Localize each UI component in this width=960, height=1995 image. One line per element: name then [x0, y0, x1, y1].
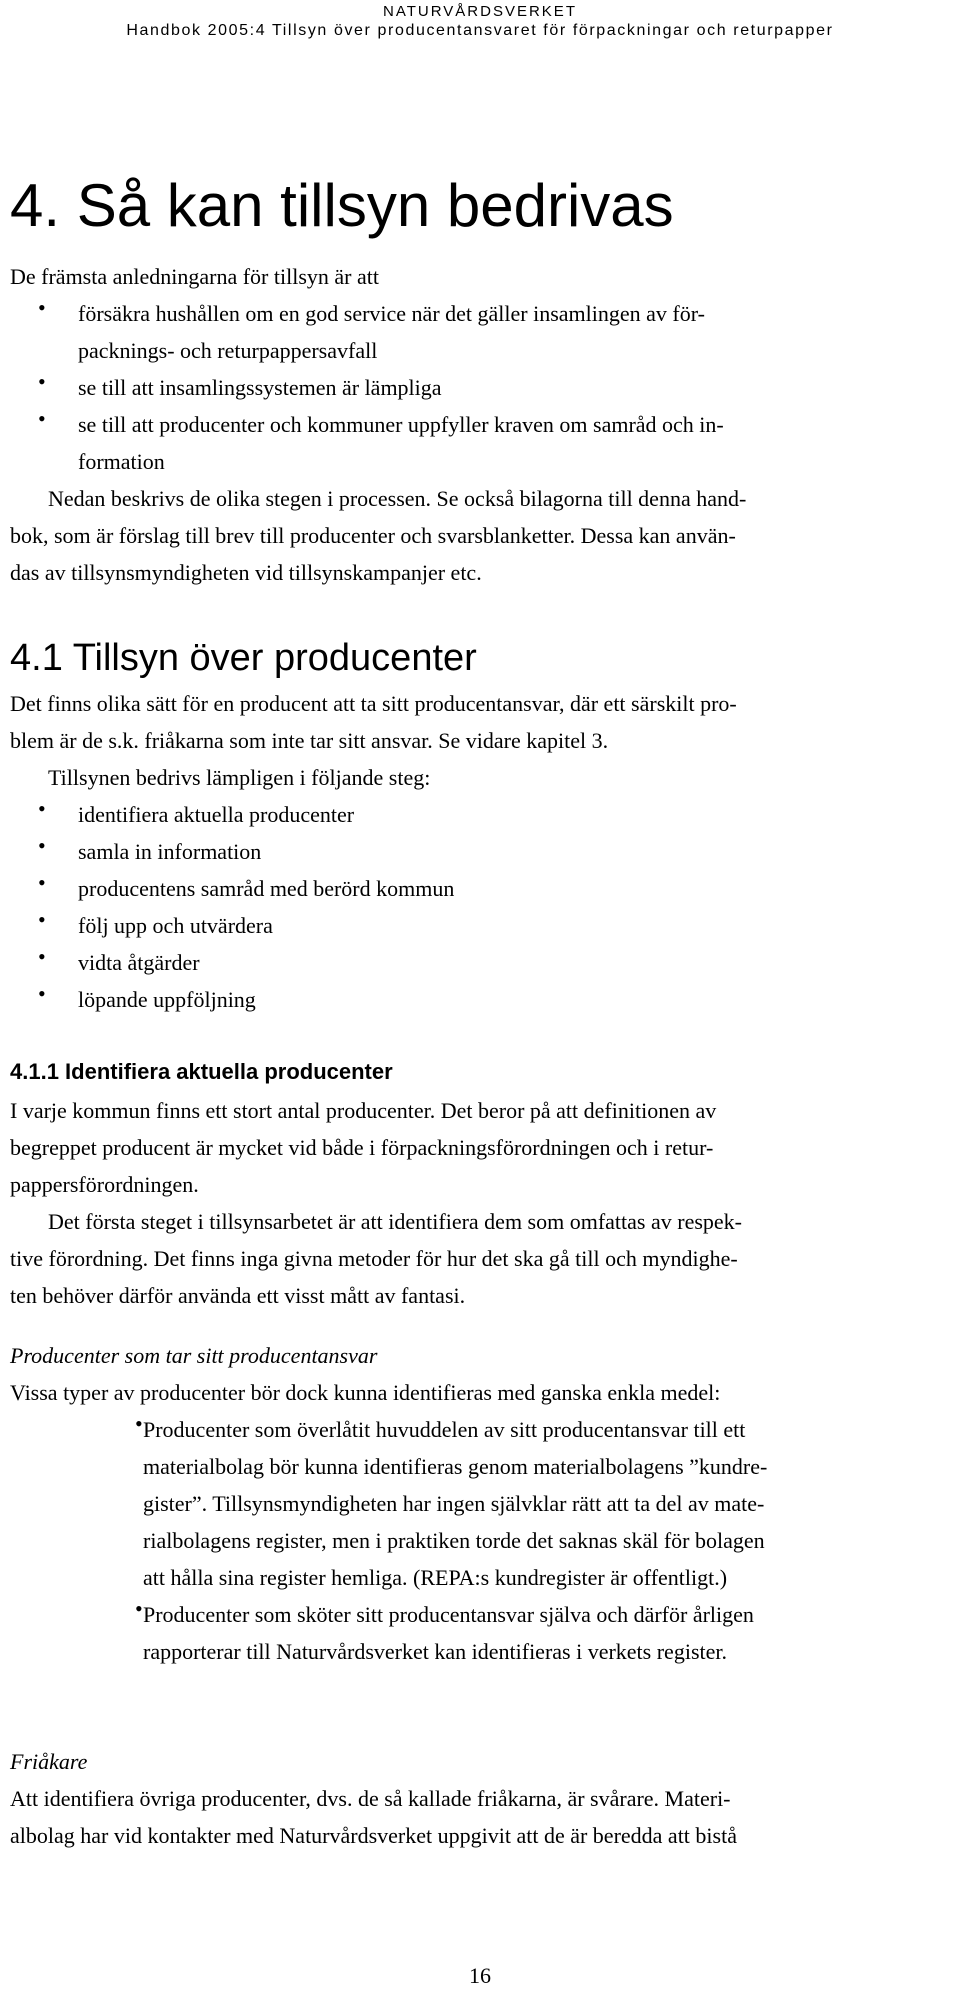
list-item: [10, 981, 386, 1018]
reasons-list: [10, 295, 724, 480]
bullet-icon: •: [135, 1411, 143, 1436]
paragraph-line: ten behöver därför använda ett visst mått av fantasi.: [10, 1283, 466, 1308]
bullet-icon: •: [38, 833, 46, 858]
paragraph-line: das av tillsynsmyndigheten vid tillsynskampanjer etc.: [10, 560, 482, 585]
paragraph-line: Nedan beskrivs de olika stegen i processen. Se också bilagorna till denna hand-: [48, 486, 747, 511]
list-item: [10, 907, 386, 944]
paragraph-line: albolag har vid kontakter med Naturvårdsverket uppgivit att de är beredda att bistå: [10, 1823, 737, 1848]
list-item-label: vidta åtgärder: [78, 950, 200, 975]
list-item-line: se till att insamlingssystemen är lämpliga: [78, 375, 442, 400]
producer-list: [10, 1411, 768, 1670]
list-item-line: försäkra hushållen om en god service när det gäller insamlingen av för-: [78, 301, 705, 326]
steps-list: [10, 796, 455, 1018]
list-item-line: rialbolagens register, men i praktiken torde det saknas skäl för bolagen: [143, 1528, 765, 1553]
bullet-icon: •: [38, 981, 46, 1006]
paragraph-line: blem är de s.k. friåkarna som inte tar sitt ansvar. Se vidare kapitel 3.: [10, 728, 609, 753]
list-item-label: samla in information: [78, 839, 262, 864]
paragraph-line: pappersförordningen.: [10, 1172, 199, 1197]
producer-intro: Vissa typer av producenter bör dock kunna identifieras med ganska enkla medel:: [10, 1380, 721, 1405]
section-title: 4.1 Tillsyn över producenter: [10, 637, 477, 679]
list-item-line: Producenter som överlåtit huvuddelen av sitt producentansvar till ett: [143, 1417, 746, 1442]
list-item-line: se till att producenter och kommuner uppfyller kraven om samråd och in-: [78, 412, 724, 437]
bullet-icon: •: [38, 796, 46, 821]
bullet-icon: •: [38, 870, 46, 895]
bullet-icon: •: [38, 944, 46, 969]
list-item-label: löpande uppföljning: [78, 987, 256, 1012]
paragraph-line: bok, som är förslag till brev till producenter och svarsblanketter. Dessa kan använ-: [10, 523, 736, 548]
steps-intro: Tillsynen bedrivs lämpligen i följande steg:: [48, 765, 431, 790]
bullet-icon: •: [38, 369, 46, 394]
header-subtitle: Handbok 2005:4 Tillsyn över producentansvaret för förpackningar och returpapper: [126, 22, 834, 39]
list-item: [10, 1411, 768, 1596]
list-item: [10, 295, 705, 369]
bullet-icon: •: [38, 406, 46, 431]
list-item: [10, 406, 724, 480]
list-item-label: följ upp och utvärdera: [78, 913, 273, 938]
paragraph-line: Att identifiera övriga producenter, dvs. de så kallade friåkarna, är svårare. Materi-: [10, 1786, 731, 1811]
list-item-line: packnings- och returpappersavfall: [78, 338, 378, 363]
running-header: [0, 0, 960, 41]
list-item: [10, 870, 455, 907]
list-item-line: formation: [78, 449, 165, 474]
bullet-icon: •: [38, 907, 46, 932]
list-item: [10, 796, 386, 833]
friakare-heading: Friåkare: [10, 1749, 88, 1774]
subsection-title: 4.1.1 Identifiera aktuella producenter: [10, 1059, 393, 1084]
intro-text: De främsta anledningarna för tillsyn är att: [10, 264, 379, 289]
paragraph-line: begreppet producent är mycket vid både i förpackningsförordningen och i retur-: [10, 1135, 714, 1160]
list-item: [10, 369, 656, 406]
bullet-icon: •: [135, 1596, 143, 1621]
list-item: [10, 833, 386, 870]
list-item-label: identifiera aktuella producenter: [78, 802, 355, 827]
header-org: NATURVÅRDSVERKET: [383, 3, 577, 20]
list-item-line: rapporterar till Naturvårdsverket kan identifieras i verkets register.: [143, 1639, 727, 1664]
paragraph-line: tive förordning. Det finns inga givna metoder för hur det ska gå till och myndighe-: [10, 1246, 738, 1271]
paragraph-line: Det finns olika sätt för en producent att ta sitt producentansvar, där ett särskilt pro-: [10, 691, 737, 716]
list-item-line: gister”. Tillsynsmyndigheten har ingen självklar rätt att ta del av mate-: [143, 1491, 765, 1516]
list-item: [10, 944, 386, 981]
list-item-line: att hålla sina register hemliga. (REPA:s kundregister är offentligt.): [143, 1565, 728, 1590]
list-item-line: materialbolag bör kunna identifieras genom materialbolagens ”kundre-: [143, 1454, 768, 1479]
page-number: 16: [469, 1963, 491, 1988]
chapter-title: 4. Så kan tillsyn bedrivas: [10, 172, 674, 239]
paragraph-line: Det första steget i tillsynsarbetet är att identifiera dem som omfattas av respek-: [48, 1209, 742, 1234]
list-item: [10, 1596, 754, 1670]
list-item-label: producentens samråd med berörd kommun: [78, 876, 455, 901]
list-item-line: Producenter som sköter sitt producentansvar själva och därför årligen: [143, 1602, 754, 1627]
producer-heading: Producenter som tar sitt producentansvar: [10, 1343, 378, 1368]
bullet-icon: •: [38, 295, 46, 320]
paragraph-line: I varje kommun finns ett stort antal producenter. Det beror på att definitionen av: [10, 1098, 717, 1123]
